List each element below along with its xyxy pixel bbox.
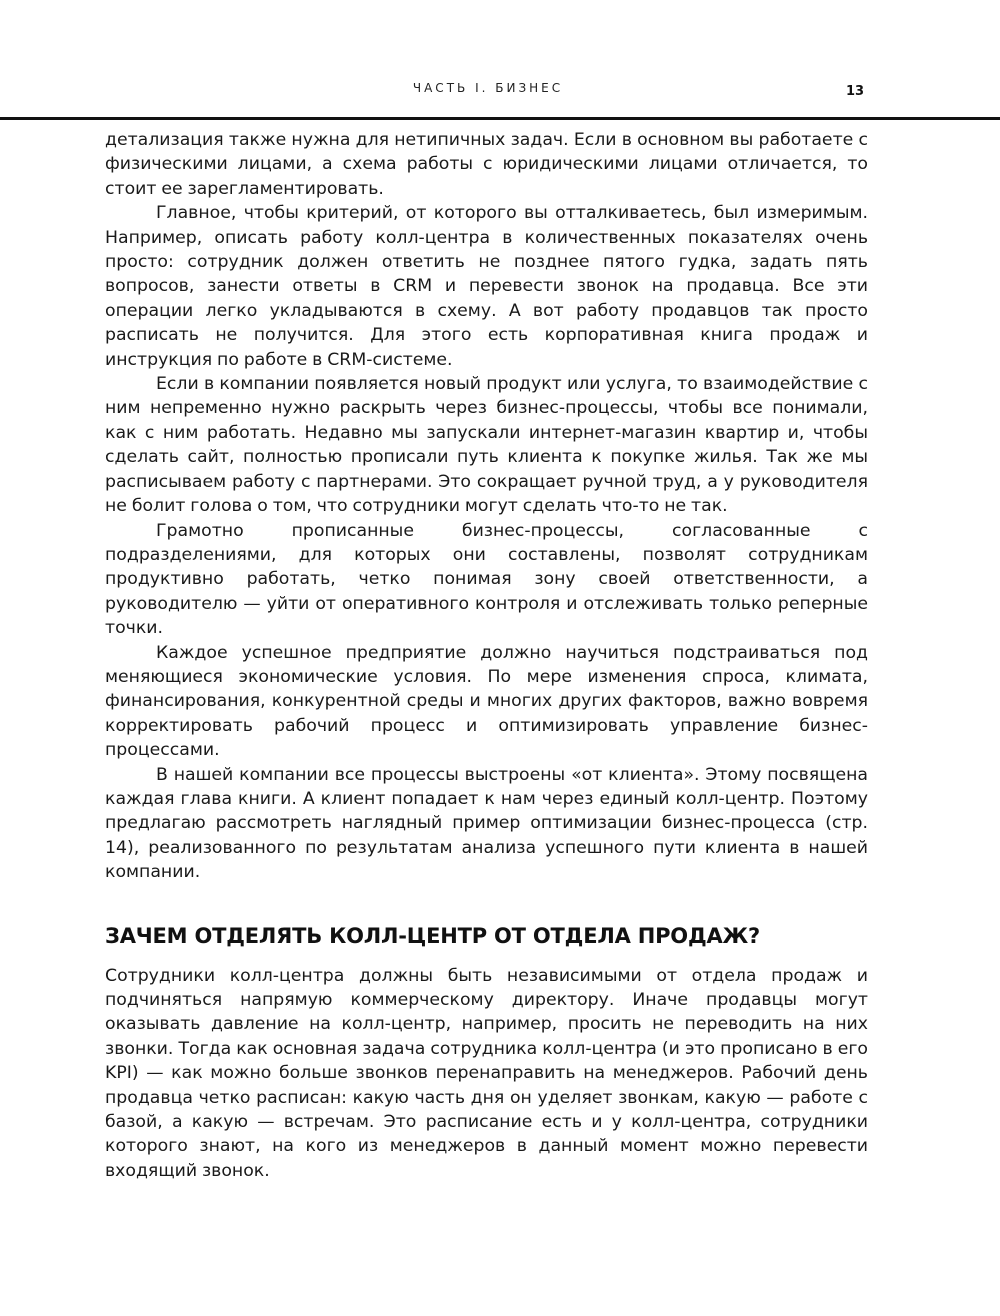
paragraph-measurable-criteria: Главное, чтобы критерий, от которого вы отталкиваетесь, был измеримым. Например, описать работу колл-центра в количественных показателях очень просто: сотрудник должен ответить не позднее пятого гудка, задать пять вопросов, занести ответы в CRM и перевести звонок на продавца. Все эти операции легко укладываются в схему. А вот работу продавцов так просто расписать не получится. Для этого есть корпоративная книга продаж и инструкция по работе в CRM-системе.: [105, 203, 868, 370]
section-heading: ЗАЧЕМ ОТДЕЛЯТЬ КОЛЛ-ЦЕНТР ОТ ОТДЕЛА ПРОДАЖ?: [105, 923, 761, 948]
paragraph-adaptation: Каждое успешное предприятие должно научиться подстраиваться под меняющиеся экономические условия. По мере изменения спроса, климата, финансирования, конкурентной среды и многих других факторов, важно вовремя корректировать рабочий процесс и оптимизировать управление бизнес-процессами.: [105, 642, 868, 761]
header-rule: [0, 117, 1000, 120]
paragraph-call-center: Сотрудники колл-центра должны быть независимыми от отдела продаж и подчиняться напрямую коммерческому директору. Иначе продавцы могут оказывать давление на колл-центр, например, просить не переводить на них звонки. Тогда как основная задача сотрудника колл-центра (и это прописано в его KPI) — как можно больше звонков перенаправить на менеджеров. Рабочий день продавца четко расписан: какую часть дня он уделяет звонкам, какую — работе с базой, а какую — встречам. Это расписание есть и у колл-центра, сотрудники которого знают, на кого из менеджеров в данный момент можно перевести входящий звонок.: [105, 965, 868, 1181]
paragraph-business-processes: Грамотно прописанные бизнес-процессы, согласованные с подразделениями, для которых они составлены, позволят сотрудникам продуктивно работать, четко понимая зону своей ответственности, а руководителю — уйти от оперативного контроля и отслеживать только реперные точки.: [105, 520, 868, 639]
paragraph-from-client: В нашей компании все процессы выстроены «от клиента». Этому посвящена каждая глава книги. А клиент попадает к нам через единый колл-центр. Поэтому предлагаю рассмотреть наглядный пример оптимизации бизнес-процесса (стр. 14), реализованного по результатам анализа успешного пути клиента в нашей компании.: [105, 764, 868, 883]
paragraph-new-product: Если в компании появляется новый продукт или услуга, то взаимодействие с ним непременно нужно раскрыть через бизнес-процессы, чтобы все понимали, как с ним работать. Недавно мы запускали интернет-магазин квартир и, чтобы сделать сайт, полностью прописали путь клиента к покупке жилья. Так же мы расписываем работу с партнерами. Это сокращает ручной труд, а у руководителя не болит голова о том, что сотрудники могут сделать что-то не так.: [105, 374, 868, 517]
page-body: [105, 128, 868, 1183]
paragraph-continuation: детализация также нужна для нетипичных задач. Если в основном вы работаете с физическими лицами, а схема работы с юридическими лицами отличается, то стоит ее зарегламентировать.: [105, 130, 868, 199]
page-number: 13: [846, 84, 865, 99]
running-title: ЧАСТЬ I. БИЗНЕС: [412, 81, 564, 95]
